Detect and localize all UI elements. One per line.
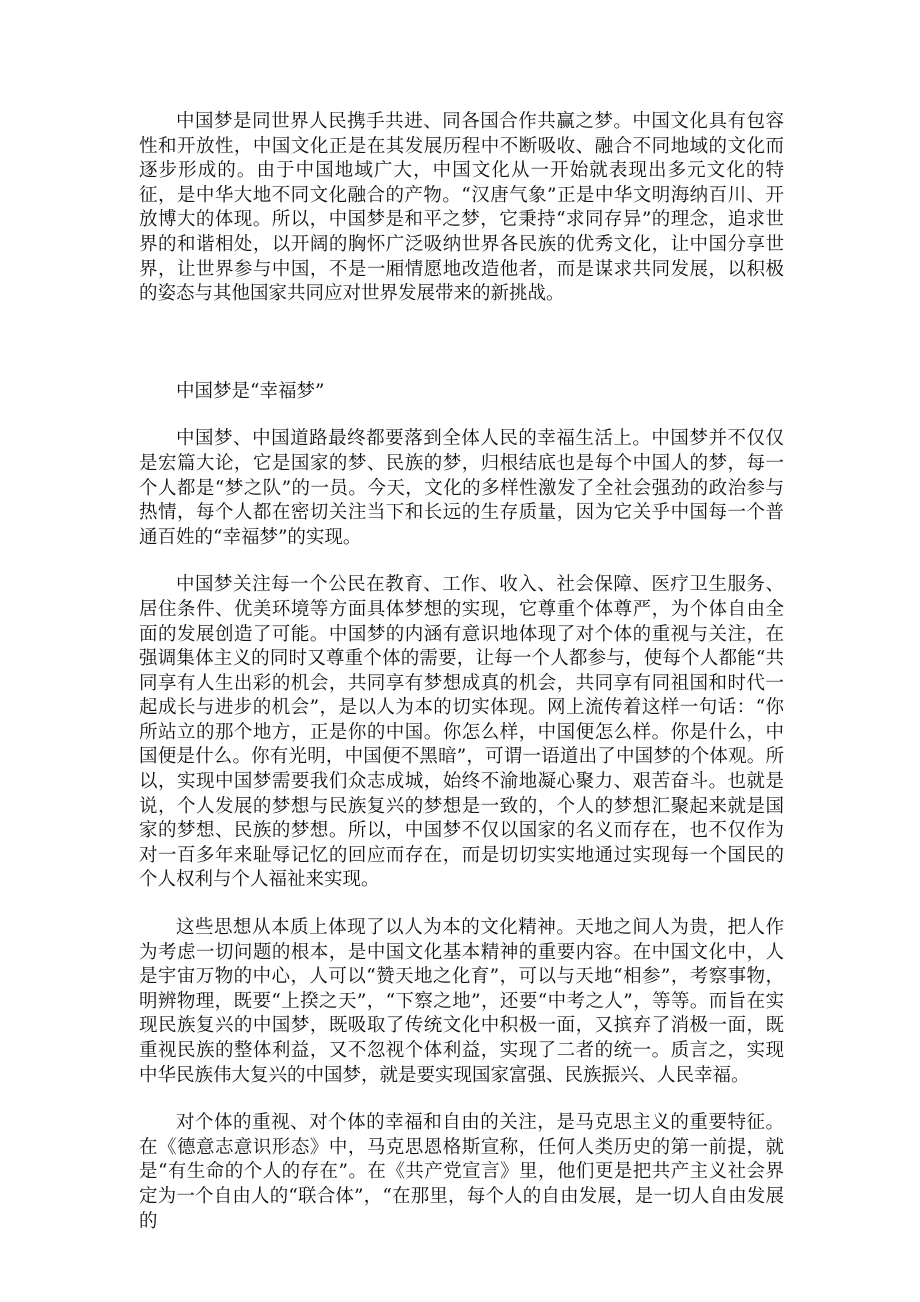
paragraph-peace-dream: 中国梦是同世界人民携手共进、同各国合作共赢之梦。中国文化具有包容性和开放性，中国文化正是在其发展历程中不断吸收、融合不同地域的文化而逐步形成的。由于中国地域广大，中国文化从一开始就表现出多元文化的特征，是中华大地不同文化融合的产物。“汉唐气象”正是中华文明海纳百川、开放博大的体现。所以，中国梦是和平之梦，它秉持“求同存异”的理念，追求世界的和谐相处，以开阔的胸怀广泛吸纳世界各民族的优秀文化，让中国分享世界，让世界参与中国，不是一厢情愿地改造他者，而是谋求共同发展，以积极的姿态与其他国家共同应对世界发展带来的新挑战。 [139,111,784,305]
document-body [139,110,784,1257]
paragraph-marxism-individual: 对个体的重视、对个体的幸福和自由的关注，是马克思主义的重要特征。在《德意志意识形态》中，马克思恩格斯宣称，任何人类历史的第一前提，就是“有生命的个人的存在”。在《共产党宣言》里，他们更是把共产主义社会界定为一个自由人的“联合体”，“在那里，每个人的自由发展，是一切人自由发展的 [139,1112,784,1232]
paragraph-happiness-intro: 中国梦、中国道路最终都要落到全体人民的幸福生活上。中国梦并不仅仅是宏篇大论，它是国家的梦、民族的梦，归根结底也是每个中国人的梦，每一个人都是“梦之队”的一员。今天，文化的多样性激发了全社会强劲的政治参与热情，每个人都在密切关注当下和长远的生存质量，因为它关乎中国每一个普通百姓的“幸福梦”的实现。 [139,428,784,548]
paragraph-humanist-spirit: 这些思想从本质上体现了以人为本的文化精神。天地之间人为贵，把人作为考虑一切问题的根本，是中国文化基本精神的重要内容。在中国文化中，人是宇宙万物的中心，人可以“赞天地之化育”，可以与天地“相参”，考察事物，明辨物理，既要“上揆之天”，“下察之地”，还要“中考之人”，等等。而旨在实现民族复兴的中国梦，既吸取了传统文化中积极一面，又摈弃了消极一面，既重视民族的整体利益，又不忽视个体利益，实现了二者的统一。质言之，实现中华民族伟大复兴的中国梦，就是要实现国家富强、民族振兴、人民幸福。 [139,917,784,1086]
paragraph-individual-focus: 中国梦关注每一个公民在教育、工作、收入、社会保障、医疗卫生服务、居住条件、优美环境等方面具体梦想的实现，它尊重个体尊严，为个体自由全面的发展创造了可能。中国梦的内涵有意识地体现了对个体的重视与关注，在强调集体主义的同时又尊重个体的需要，让每一个人都参与，使每个人都能“共同享有人生出彩的机会，共同享有梦想成真的机会，共同享有同祖国和时代一起成长与进步的机会”，是以人为本的切实体现。网上流传着这样一句话：“你所站立的那个地方，正是你的中国。你怎么样，中国便怎么样。你是什么，中国便是什么。你有光明，中国便不黑暗”，可谓一语道出了中国梦的个体观。所以，实现中国梦需要我们众志成城，始终不渝地凝心聚力、艰苦奋斗。也就是说，个人发展的梦想与民族复兴的梦想是一致的，个人的梦想汇聚起来就是国家的梦想、民族的梦想。所以，中国梦不仅以国家的名义而存在，也不仅作为对一百多年来耻辱记忆的回应而存在，而是切切实实地通过实现每一个国民的个人权利与个人福祉来实现。 [139,574,784,891]
section-heading: 中国梦是“幸福梦” [176,380,325,402]
